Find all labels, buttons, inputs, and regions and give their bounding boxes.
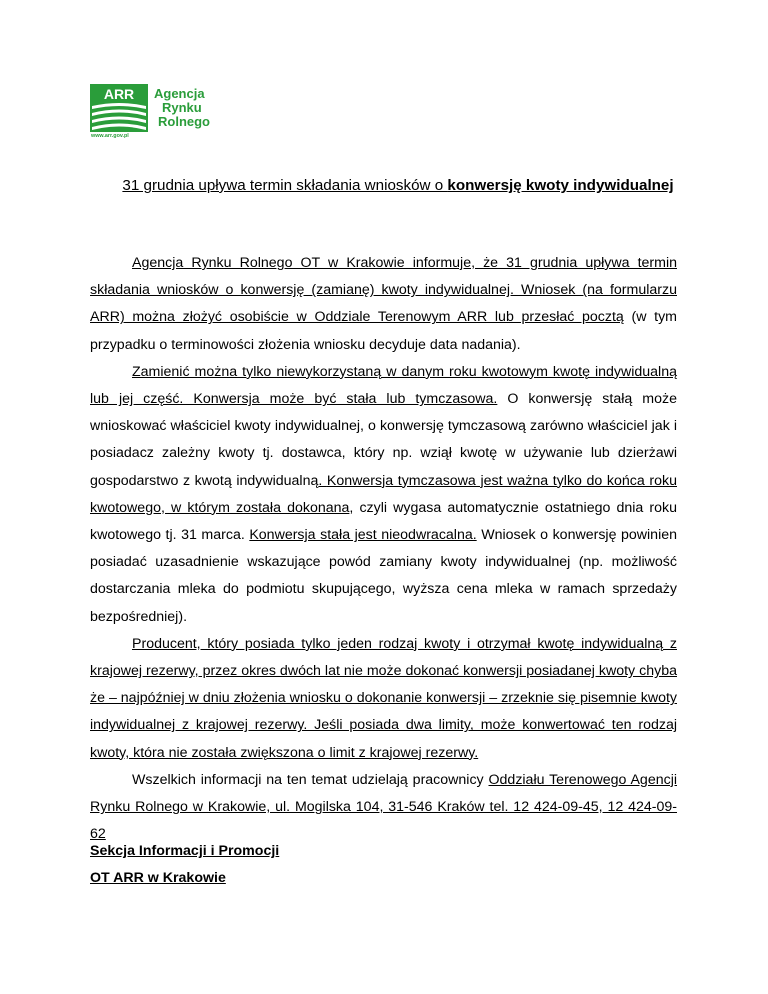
paragraph-2 [90,359,677,631]
logo-line3: Rolnego [158,114,210,129]
arr-logo-graphic [90,82,230,138]
paragraph-4-underlined: Oddziału Terenowego Agencji Rynku Rolnego w Krakowie, ul. Mogilska 104, 31-546 Kraków tel. 12 424-09-45, 12 424-09-62 [90,771,677,843]
paragraph-3-underlined: Producent, który posiada tylko jeden rodzaj kwoty i otrzymał kwotę indywidualną z krajowej rezerwy, przez okres dwóch lat nie może dokonać konwersji posiadanej kwoty chyba że – najpóźniej w dniu złożenia wniosku o dokonanie konwersji – zrzeknie się pisemnie kwoty indywidualnej z krajowej rezerwy. Jeśli posiada dwa limity, może konwertować ten rodzaj kwoty, która nie została zwiększona o limit z krajowej rezerwy. [90,635,677,761]
document-title [118,170,678,202]
paragraph-1-plain: (w tym przypadku o terminowości złożenia wniosku decyduje data nadania). [90,309,677,353]
logo-url: www.arr.gov.pl [91,133,129,138]
logo-line2: Rynku [162,100,202,115]
paragraph-4 [90,767,677,849]
title-part1: 31 grudnia upływa termin składania wniosków o [122,177,448,194]
paragraph-2-s4: Konwersja tymczasowa jest ważna tylko do końca roku kwotowego, w którym została dokonana [90,472,677,516]
paragraph-3 [90,631,677,767]
signature-line1: Sekcja Informacji i Promocji [90,843,280,859]
paragraph-2-s1: Zamienić można tylko niewykorzystaną w danym roku kwotowym kwotę indywidualną lub jej część. Konwersja może być stała lub tymczasowa. [90,363,677,408]
paragraph-2-s2: O konwersję stałą może wnioskować właściciel kwoty indywidualnej, o konwersję tymczasową zarówno właściciel jak i posiadacz zależny kwoty tj. dostawca, który np. wziął kwotę w używanie lub dzierżawi gospodarstwo z kwotą indywidualną [90,391,677,489]
title-part2: konwersję kwoty indywidualnej [447,177,674,194]
paragraph-1 [90,250,677,359]
paragraph-2-s6: Konwersja stała jest nieodwracalna. [249,527,477,544]
arr-logo [90,82,230,138]
paragraph-1-underlined: Agencja Rynku Rolnego OT w Krakowie informuje, że 31 grudnia upływa termin składania wniosków o konwersję (zamianę) kwoty indywidualnej. Wniosek (na formularzu ARR) można złożyć osobiście w Oddziale Terenowym ARR lub przesłać pocztą [90,255,677,326]
logo-abbr: ARR [103,86,135,102]
signature [90,838,279,892]
paragraph-2-s5: , czyli wygasa automatycznie ostatniego dnia roku kwotowego tj. 31 marca. [90,499,677,544]
paragraph-2-s3: . [318,472,327,489]
signature-line2: OT ARR w Krakowie [90,870,226,886]
paragraph-4-plain: Wszelkich informacji na ten temat udzielają pracownicy [132,771,489,788]
document-body [90,250,677,848]
paragraph-2-s7: Wniosek o konwersję powinien posiadać uzasadnienie wskazujące powód zamiany kwoty indywidualnej (np. możliwość dostarczania mleka do podmiotu skupującego, wyższa cena mleka w ramach sprzedaży bezpośredniej). [90,527,678,625]
logo-line1: Agencja [154,86,205,101]
